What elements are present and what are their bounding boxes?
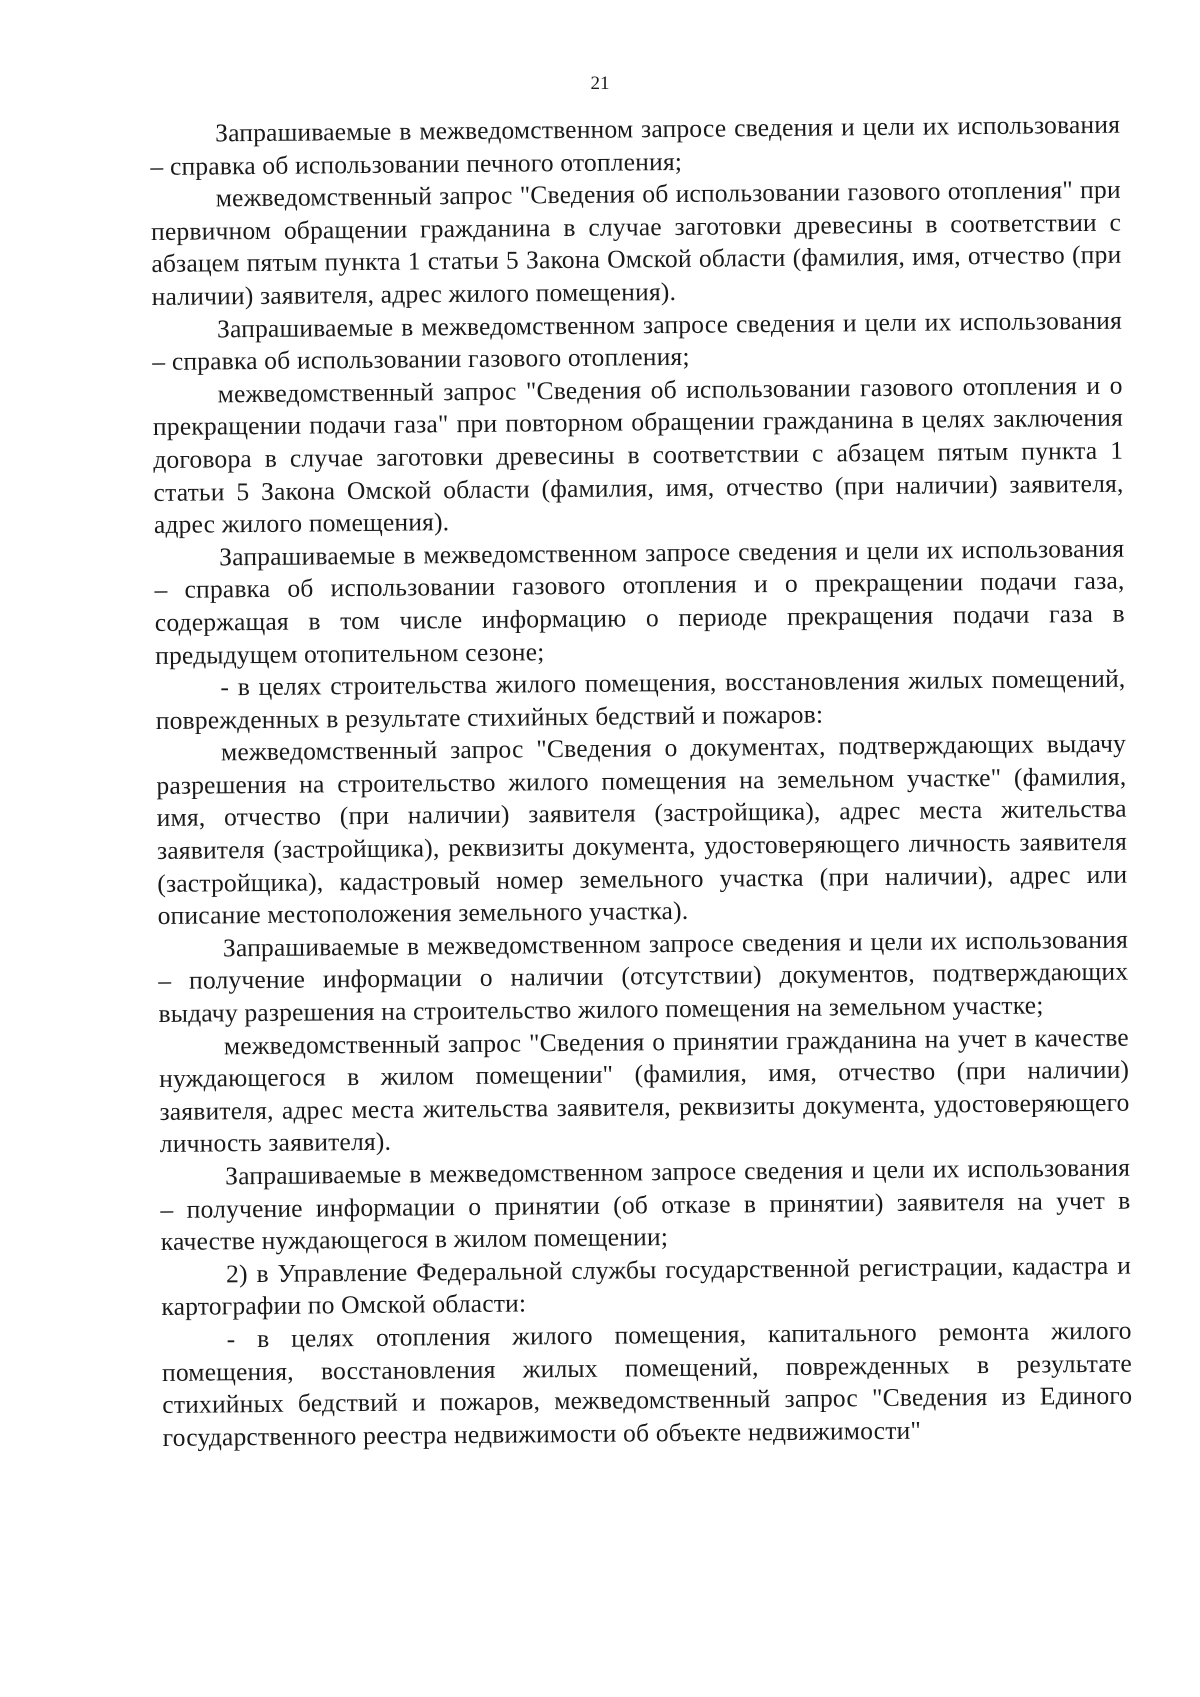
paragraph-requested-info-stove-heating: Запрашиваемые в межведомственном запросе сведения и цели их использования – справка об использовании печного отопления;	[150, 109, 1121, 181]
paragraph-request-egrn: - в целях отопления жилого помещения, капитального ремонта жилого помещения, восстановления жилых помещений, поврежденных в результате стихийных бедствий и пожаров, межведомственный запрос "Сведения из Единого государственного реестра недвижимости об объекте недвижимости"	[161, 1315, 1133, 1452]
paragraph-rosreestr-item: 2) в Управление Федеральной службы государственной регистрации, кадастра и картографии по Омской области:	[161, 1250, 1132, 1322]
paragraph-requested-info-gas-termination: Запрашиваемые в межведомственном запросе сведения и цели их использования – справка об использовании газового отопления и о прекращении подачи газа, содержащая в том числе информацию о периоде прекращения подачи газа в предыдущем отопительном сезоне;	[154, 533, 1125, 670]
paragraph-request-gas-heating-first: межведомственный запрос "Сведения об использовании газового отопления" при первичном обращении гражданина в случае заготовки древесины в соответствии с абзацем пятым пункта 1 статьи 5 Закона Омской области (фамилия, имя, отчество (при наличии) заявителя, адрес жилого помещения).	[150, 174, 1122, 311]
paragraph-requested-info-housing-registration: Запрашиваемые в межведомственном запросе сведения и цели их использования – получение информации о принятии (об отказе в принятии) заявителя на учет в качестве нуждающегося в жилом помещении;	[160, 1152, 1131, 1257]
document-body	[150, 109, 1133, 1455]
paragraph-construction-purpose: - в целях строительства жилого помещения, восстановления жилых помещений, поврежденных в результате стихийных бедствий и пожаров:	[155, 663, 1126, 735]
paragraph-request-gas-heating-repeat: межведомственный запрос "Сведения об использовании газового отопления и о прекращении подачи газа" при повторном обращении гражданина в целях заключения договора в случае заготовки древесины в соответствии с абзацем пятым пункта 1 статьи 5 Закона Омской области (фамилия, имя, отчество (при наличии) заявителя, адрес жилого помещения).	[152, 370, 1124, 540]
paragraph-request-housing-registration: межведомственный запрос "Сведения о принятии гражданина на учет в качестве нуждающегося в жилом помещении" (фамилия, имя, отчество (при наличии) заявителя, адрес места жительства заявителя, реквизиты документа, удостоверяющего личность заявителя).	[159, 1022, 1130, 1159]
paragraph-requested-info-building-permit: Запрашиваемые в межведомственном запросе сведения и цели их использования – получение информации о наличии (отсутствии) документов, подтверждающих выдачу разрешения на строительство жилого помещения на земельном участке;	[158, 924, 1129, 1028]
paragraph-request-building-permit: межведомственный запрос "Сведения о документах, подтверждающих выдачу разрешения на строительство жилого помещения на земельном участке" (фамилия, имя, отчество (при наличии) заявителя (застройщика), адрес места жительства заявителя (застройщика), реквизиты документа, удостоверяющего личность заявителя (застройщика), кадастровый номер земельного участка (при наличии), адрес или описание местоположения земельного участка).	[156, 728, 1128, 931]
page-number: 21	[590, 73, 610, 94]
paragraph-requested-info-gas-heating: Запрашиваемые в межведомственном запросе сведения и цели их использования – справка об использовании газового отопления;	[152, 305, 1123, 377]
